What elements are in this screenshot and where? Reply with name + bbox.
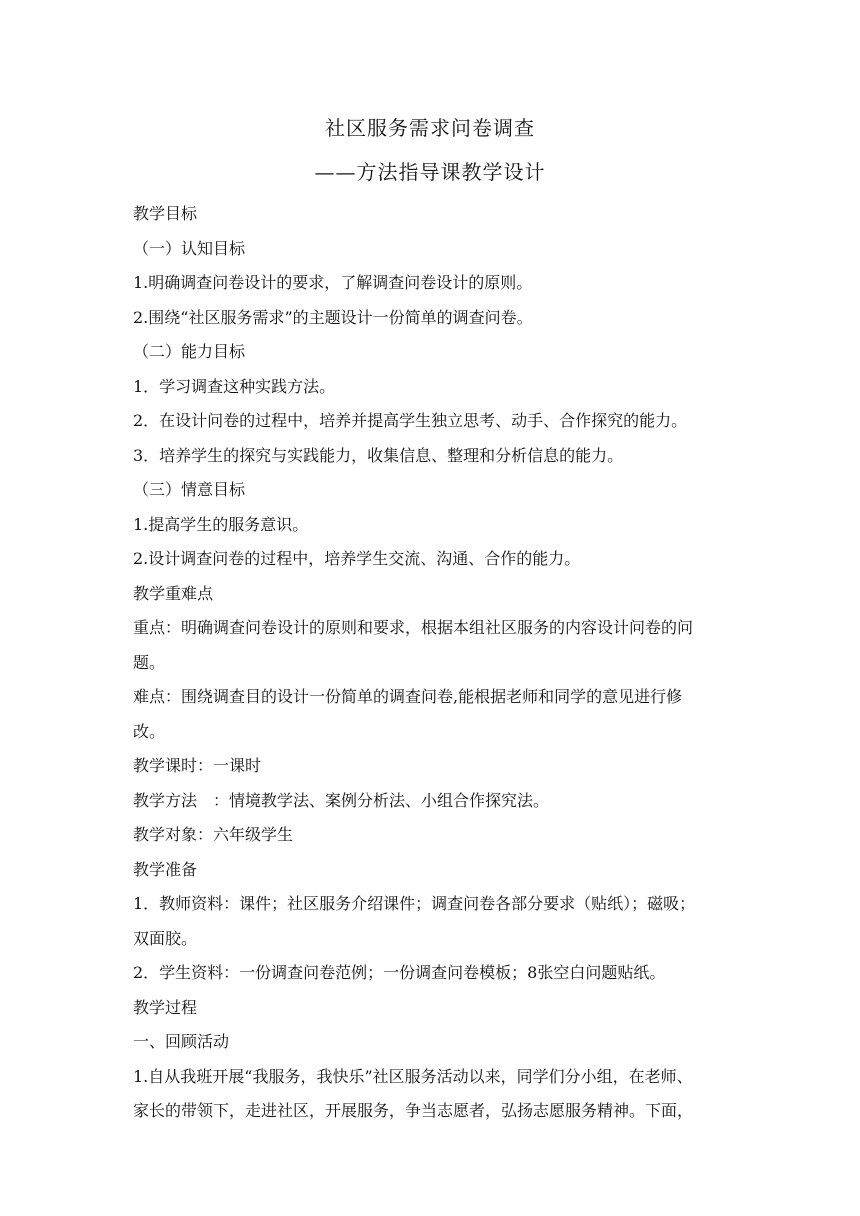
document-title: 社区服务需求问卷调查 [325,116,535,140]
paragraph-line: 2．学生资料：一份调查问卷范例；一份调查问卷模板；8张空白问题贴纸。 [133,963,666,982]
subheading-ability-goals: （二）能力目标 [133,342,246,361]
paragraph-line: 重点：明确调查问卷设计的原则和要求，根据本组社区服务的内容设计问卷的问 [133,618,694,637]
subheading-affective-goals: （三）情意目标 [133,480,246,499]
document-subtitle: ——方法指导课教学设计 [314,160,546,184]
subheading-review-activity: 一、回顾活动 [133,1032,230,1051]
paragraph-line: 1.自从我班开展“我服务，我快乐”社区服务活动以来，同学们分小组，在老师、 [133,1066,693,1086]
paragraph-line: 教学方法 ：情境教学法、案例分析法、小组合作探究法。 [133,790,550,810]
paragraph-line: 题。 [133,652,166,672]
paragraph-line: 1．学习调查这种实践方法。 [133,376,336,396]
section-heading-teaching-process: 教学过程 [133,997,198,1017]
paragraph-line: 2．在设计问卷的过程中，培养并提高学生独立思考、动手、合作探究的能力。 [133,411,688,430]
paragraph-line: 教学对象：六年级学生 [133,825,294,844]
paragraph-line: 1．教师资料：课件；社区服务介绍课件；调查问卷各部分要求（贴纸）；磁吸； [133,894,696,913]
section-heading-teaching-goals: 教学目标 [133,204,198,223]
section-heading-key-points: 教学重难点 [133,583,214,603]
paragraph-line: 1.提高学生的服务意识。 [133,514,309,534]
paragraph-line: 教学课时：一课时 [133,756,262,775]
section-heading-preparation: 教学准备 [133,859,198,879]
paragraph-line: 双面胶。 [133,928,198,948]
paragraph-line: 难点：围绕调查目的设计一份简单的调查问卷,能根据老师和同学的意见进行修 [133,687,683,706]
document-body [133,197,743,1129]
paragraph-line: 2.设计调查问卷的过程中，培养学生交流、沟通、合作的能力。 [133,549,581,568]
subheading-cognitive-goals: （一）认知目标 [133,238,246,258]
paragraph-line: 2.围绕“社区服务需求”的主题设计一份简单的调查问卷。 [133,307,533,327]
paragraph-line: 1.明确调查问卷设计的要求，了解调查问卷设计的原则。 [133,273,533,292]
paragraph-line: 家长的带领下，走进社区，开展服务，争当志愿者，弘扬志愿服务精神。下面， [133,1101,694,1120]
paragraph-line: 改。 [133,721,166,741]
paragraph-line: 3．培养学生的探究与实践能力，收集信息、整理和分析信息的能力。 [133,445,624,465]
